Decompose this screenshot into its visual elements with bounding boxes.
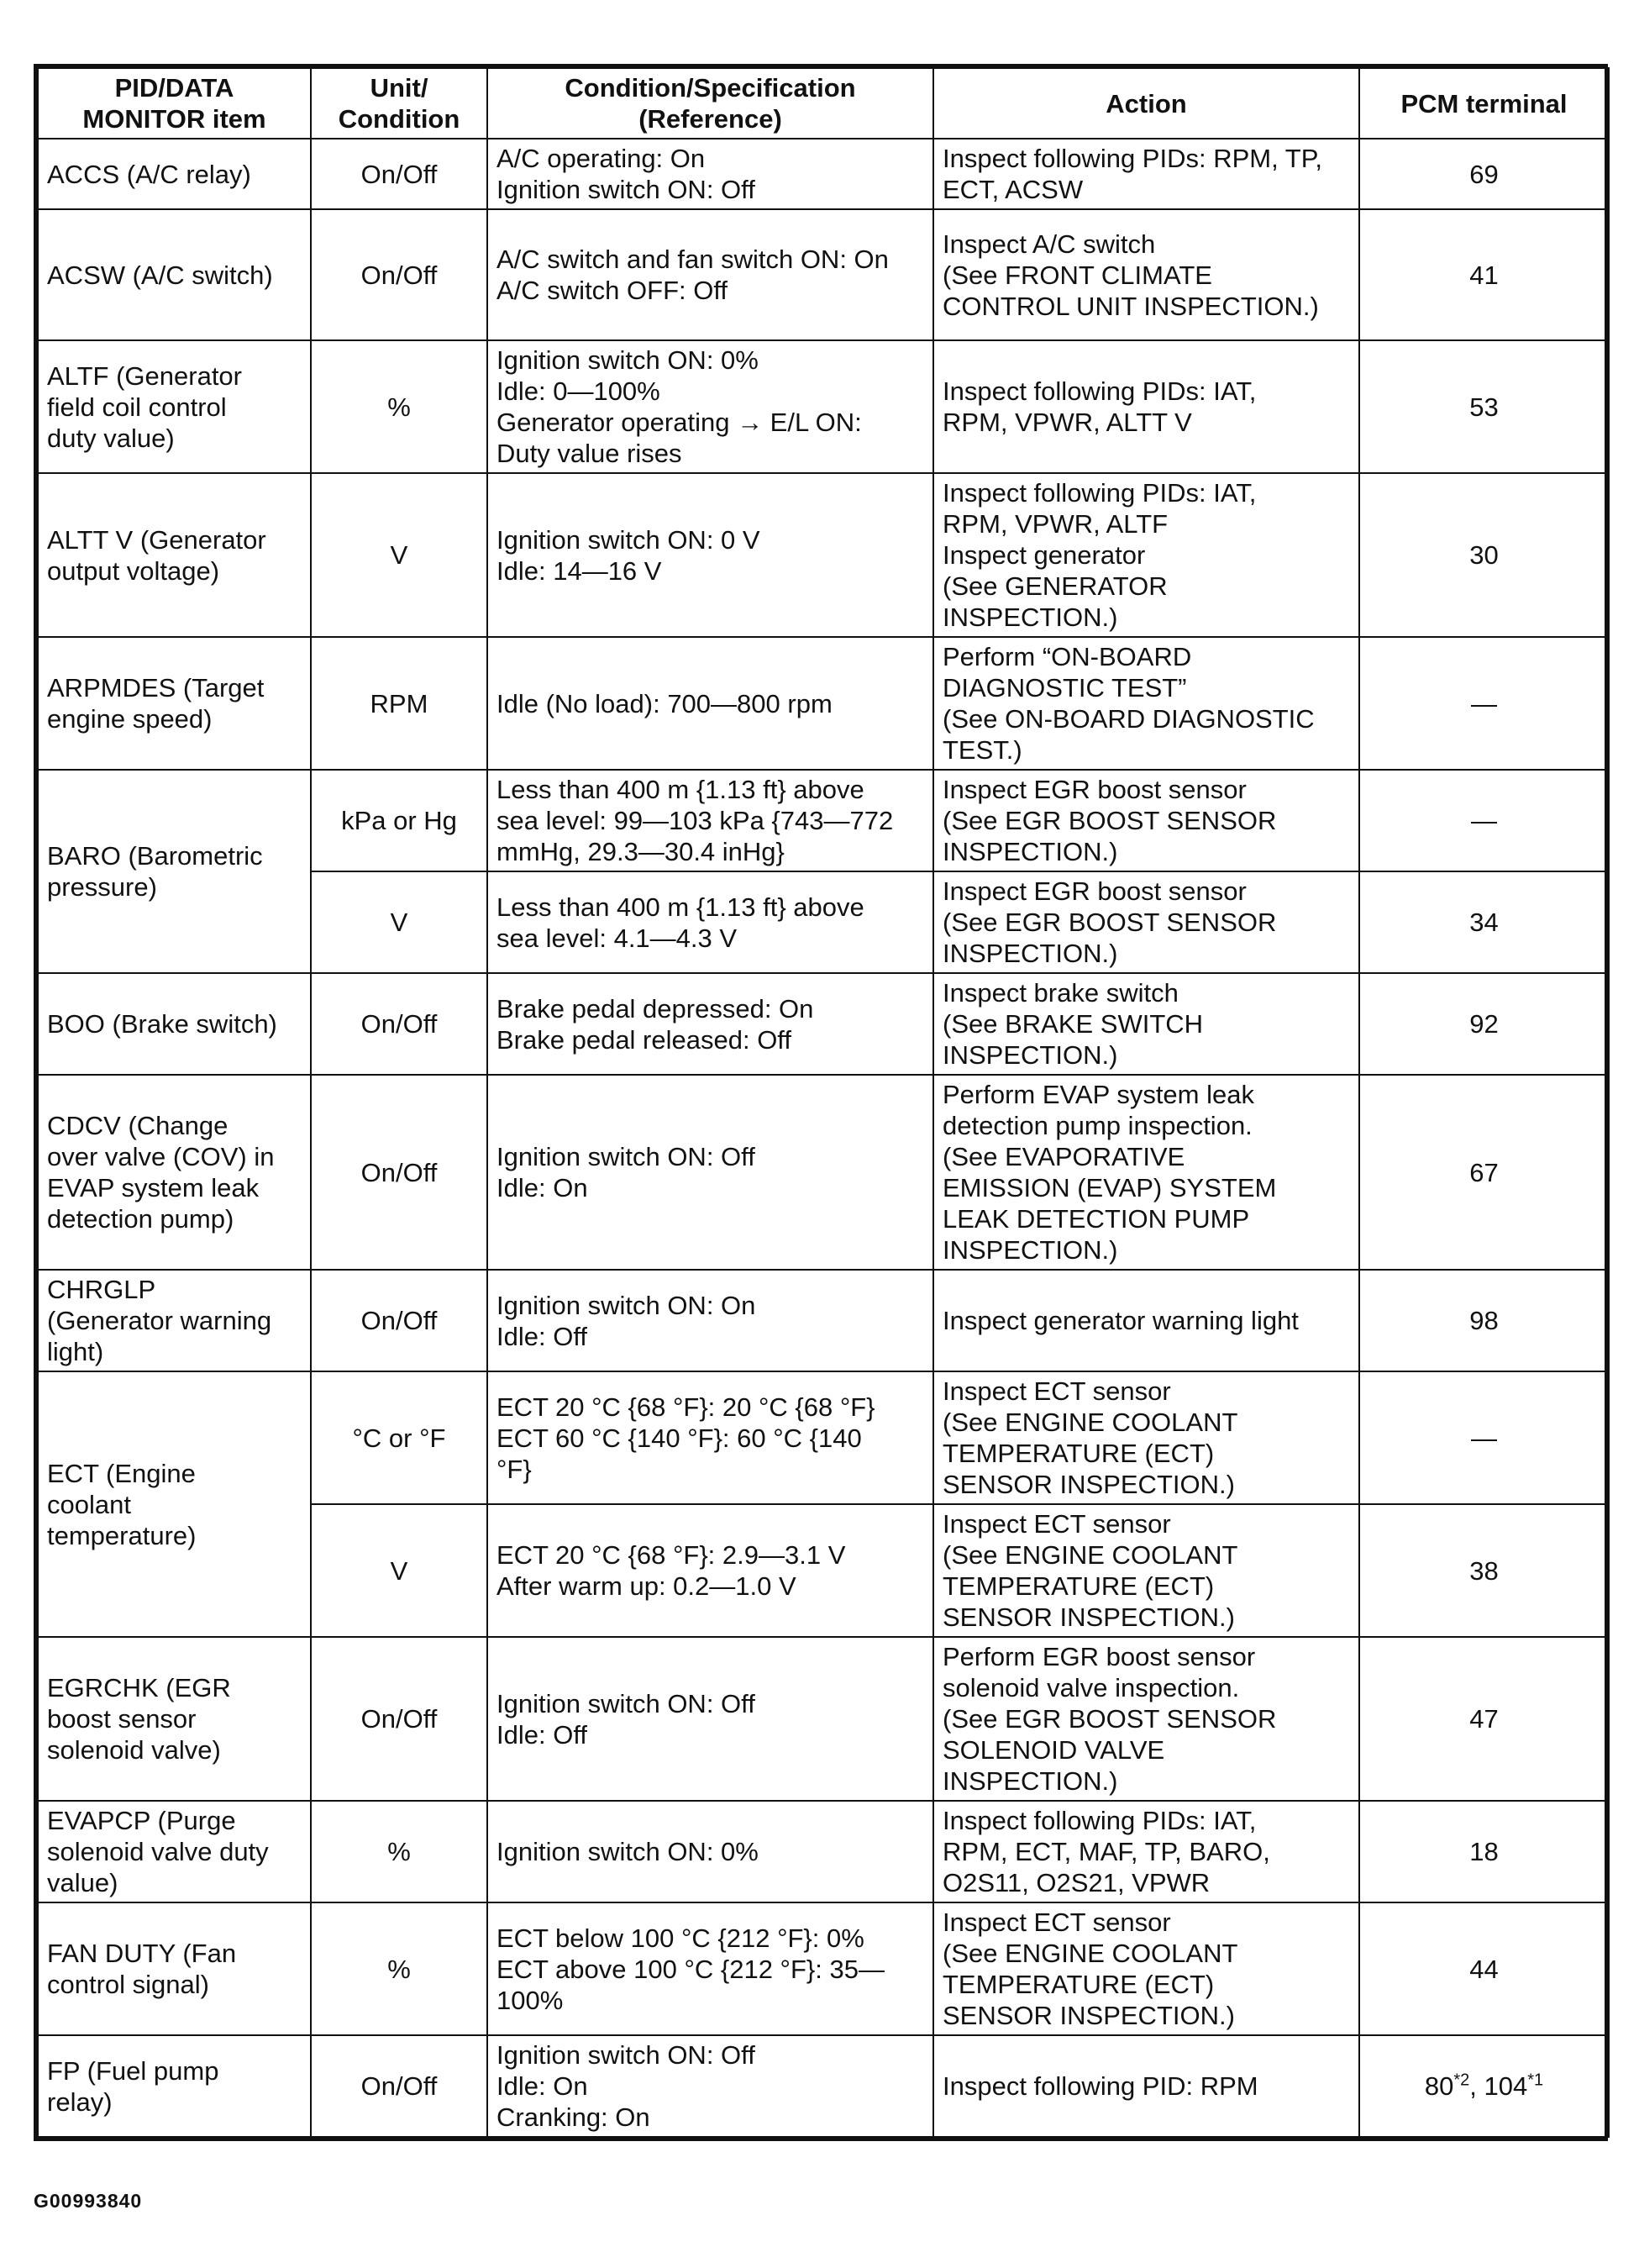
cell-line: RPM, ECT, MAF, TP, BARO, bbox=[943, 1837, 1270, 1866]
cell-line: Inspect following PIDs: IAT, bbox=[943, 1806, 1257, 1835]
cell-condition bbox=[487, 2035, 933, 2137]
cell-line: Brake pedal released: Off bbox=[496, 1024, 791, 1055]
cell-item bbox=[38, 1801, 311, 1902]
cell-line: PID/DATA bbox=[114, 73, 234, 103]
cell-line: Inspect generator warning light bbox=[943, 1306, 1299, 1335]
footnote-marker: *1 bbox=[1527, 2071, 1544, 2090]
cell-line: °C or °F bbox=[352, 1423, 446, 1453]
pid-data-monitor-table bbox=[34, 64, 1608, 2141]
cell-line: (See EGR BOOST SENSOR bbox=[943, 908, 1277, 937]
cell-line: ECT 20 °C {68 °F}: 20 °C {68 °F} bbox=[496, 1392, 875, 1422]
cell-condition bbox=[487, 973, 933, 1075]
cell-action bbox=[933, 1075, 1359, 1270]
table-row bbox=[38, 139, 1609, 209]
cell-line: Inspect EGR boost sensor bbox=[943, 775, 1247, 804]
cell-line: On/Off bbox=[360, 2071, 438, 2101]
header-unit bbox=[311, 68, 487, 139]
cell-pcm-terminal bbox=[1359, 1801, 1609, 1902]
cell-line: % bbox=[387, 1954, 411, 1984]
cell-line: Idle: Off bbox=[496, 1719, 587, 1750]
table-row bbox=[38, 1637, 1609, 1801]
cell-item bbox=[38, 139, 311, 209]
cell-line: sea level: 4.1—4.3 V bbox=[496, 923, 738, 953]
cell-item bbox=[38, 1270, 311, 1371]
cell-action bbox=[933, 209, 1359, 340]
cell-line: Ignition switch ON: On bbox=[496, 1290, 756, 1320]
cell-pcm-terminal bbox=[1359, 340, 1609, 473]
cell-text: 80 bbox=[1424, 2071, 1454, 2101]
cell-line: Perform EVAP system leak bbox=[943, 1080, 1254, 1109]
cell-line: °F} bbox=[496, 1454, 532, 1484]
cell-condition bbox=[487, 1637, 933, 1801]
cell-line: ECT above 100 °C {212 °F}: 35— bbox=[496, 1954, 885, 1984]
cell-line: — bbox=[1471, 688, 1497, 718]
cell-action bbox=[933, 1637, 1359, 1801]
cell-line: (See GENERATOR bbox=[943, 571, 1168, 601]
cell-line: TEMPERATURE (ECT) bbox=[943, 1970, 1215, 1999]
cell-item bbox=[38, 2035, 311, 2137]
header-condition bbox=[487, 68, 933, 139]
cell-line: detection pump inspection. bbox=[943, 1111, 1253, 1140]
cell-line: — bbox=[1471, 806, 1497, 835]
cell-unit bbox=[311, 2035, 487, 2137]
cell-line: 53 bbox=[1469, 392, 1499, 422]
cell-unit bbox=[311, 1504, 487, 1637]
cell-pcm-terminal bbox=[1359, 871, 1609, 973]
cell-line: 69 bbox=[1469, 159, 1499, 189]
cell-pcm-terminal bbox=[1359, 973, 1609, 1075]
cell-line: Ignition switch ON: Off bbox=[496, 2040, 755, 2070]
cell-line: 41 bbox=[1469, 260, 1499, 290]
cell-line: Inspect ECT sensor bbox=[943, 1509, 1171, 1539]
table-row bbox=[38, 1902, 1609, 2035]
cell-line: ECT 60 °C {140 °F}: 60 °C {140 bbox=[496, 1423, 862, 1453]
cell-line: Inspect generator bbox=[943, 540, 1146, 570]
cell-unit bbox=[311, 1902, 487, 2035]
cell-action bbox=[933, 770, 1359, 871]
cell-pcm-terminal bbox=[1359, 473, 1609, 637]
cell-item bbox=[38, 1902, 311, 2035]
cell-line: After warm up: 0.2—1.0 V bbox=[496, 1571, 796, 1601]
table-row bbox=[38, 473, 1609, 637]
cell-line: (See ENGINE COOLANT bbox=[943, 1939, 1238, 1968]
cell-item bbox=[38, 973, 311, 1075]
cell-line: On/Off bbox=[360, 1704, 438, 1734]
cell-action bbox=[933, 473, 1359, 637]
cell-line: Inspect EGR boost sensor bbox=[943, 876, 1247, 906]
cell-pcm-terminal bbox=[1359, 209, 1609, 340]
cell-line: Inspect ECT sensor bbox=[943, 1908, 1171, 1937]
cell-condition bbox=[487, 139, 933, 209]
cell-line: ALTF (Generator bbox=[47, 360, 243, 391]
cell-text: , 104 bbox=[1469, 2071, 1528, 2101]
cell-line: SENSOR INSPECTION.) bbox=[943, 1602, 1235, 1632]
header-row bbox=[38, 68, 1609, 139]
cell-condition bbox=[487, 1902, 933, 2035]
cell-line: solenoid valve inspection. bbox=[943, 1673, 1240, 1702]
cell-line: CHRGLP bbox=[47, 1275, 156, 1304]
cell-line: Less than 400 m {1.13 ft} above bbox=[496, 775, 864, 804]
cell-line: A/C switch OFF: Off bbox=[496, 276, 728, 305]
table-row bbox=[38, 1270, 1609, 1371]
cell-condition bbox=[487, 340, 933, 473]
cell-action bbox=[933, 1801, 1359, 1902]
cell-line: A/C operating: On bbox=[496, 144, 706, 173]
cell-line: INSPECTION.) bbox=[943, 1235, 1118, 1265]
cell-unit bbox=[311, 139, 487, 209]
cell-unit bbox=[311, 1270, 487, 1371]
cell-line: coolant bbox=[47, 1489, 131, 1519]
cell-line: V bbox=[390, 1555, 408, 1586]
cell-line: PCM terminal bbox=[1400, 88, 1568, 118]
cell-line: Ignition switch ON: 0 V bbox=[496, 524, 760, 555]
cell-line: INSPECTION.) bbox=[943, 1766, 1118, 1796]
cell-unit bbox=[311, 637, 487, 770]
cell-line: Duty value rises bbox=[496, 439, 682, 468]
cell-condition bbox=[487, 1075, 933, 1270]
cell-condition bbox=[487, 1371, 933, 1504]
cell-line: 30 bbox=[1469, 540, 1499, 570]
cell-unit bbox=[311, 1801, 487, 1902]
cell-pcm-terminal bbox=[1359, 2035, 1609, 2137]
cell-line: control signal) bbox=[47, 1970, 209, 1999]
cell-item bbox=[38, 1075, 311, 1270]
cell-line: 34 bbox=[1469, 908, 1499, 937]
cell-item bbox=[38, 770, 311, 973]
cell-line: (See FRONT CLIMATE bbox=[943, 260, 1212, 290]
cell-line: V bbox=[390, 908, 408, 937]
cell-line: EVAP system leak bbox=[47, 1173, 260, 1202]
cell-line: ECT 20 °C {68 °F}: 2.9—3.1 V bbox=[496, 1540, 846, 1570]
header-item bbox=[38, 68, 311, 139]
cell-condition bbox=[487, 1801, 933, 1902]
cell-line: value) bbox=[47, 1868, 118, 1897]
cell-line: (See ON-BOARD DIAGNOSTIC bbox=[943, 704, 1315, 734]
cell-line: FP (Fuel pump bbox=[47, 2055, 219, 2086]
cell-line: Inspect following PIDs: IAT, bbox=[943, 478, 1257, 508]
cell-pcm-terminal bbox=[1359, 770, 1609, 871]
table-row bbox=[38, 1371, 1609, 1504]
cell-line: 98 bbox=[1469, 1306, 1499, 1335]
table-row bbox=[38, 973, 1609, 1075]
cell-line: temperature) bbox=[47, 1520, 197, 1550]
cell-line: sea level: 99—103 kPa {743—772 bbox=[496, 806, 894, 835]
cell-line: Idle: On bbox=[496, 2071, 588, 2101]
cell-unit bbox=[311, 1637, 487, 1801]
cell-line: Inspect ECT sensor bbox=[943, 1376, 1171, 1406]
cell-line: TEST.) bbox=[943, 735, 1022, 765]
cell-line: engine speed) bbox=[47, 704, 213, 734]
cell-line: CONTROL UNIT INSPECTION.) bbox=[943, 291, 1319, 321]
cell-line: — bbox=[1471, 1423, 1497, 1453]
cell-line: EGRCHK (EGR bbox=[47, 1673, 231, 1702]
cell-unit bbox=[311, 1075, 487, 1270]
cell-line: 92 bbox=[1469, 1009, 1499, 1039]
cell-line: output voltage) bbox=[47, 555, 220, 586]
cell-line: 38 bbox=[1469, 1555, 1499, 1586]
cell-line: On/Off bbox=[360, 260, 438, 290]
cell-line: over valve (COV) in bbox=[47, 1142, 275, 1171]
cell-line: boost sensor bbox=[47, 1704, 197, 1734]
cell-line: (See EGR BOOST SENSOR bbox=[943, 806, 1277, 835]
cell-condition bbox=[487, 209, 933, 340]
cell-line: ECT (Engine bbox=[47, 1458, 196, 1488]
cell-line: On/Off bbox=[360, 1157, 438, 1187]
cell-line: SENSOR INSPECTION.) bbox=[943, 2001, 1235, 2030]
cell-line: Ignition switch ON: Off bbox=[496, 175, 755, 204]
cell-line: Idle: 14—16 V bbox=[496, 555, 662, 586]
cell-line: INSPECTION.) bbox=[943, 939, 1118, 968]
pid-table bbox=[37, 67, 1610, 2138]
cell-line: On/Off bbox=[360, 1009, 438, 1039]
cell-item bbox=[38, 209, 311, 340]
cell-line: Unit/ bbox=[370, 73, 428, 103]
cell-line: (Generator warning bbox=[47, 1306, 272, 1335]
cell-line: RPM, VPWR, ALTT V bbox=[943, 408, 1192, 437]
cell-unit bbox=[311, 871, 487, 973]
cell-action bbox=[933, 1371, 1359, 1504]
cell-line: Action bbox=[1106, 88, 1187, 118]
cell-unit bbox=[311, 340, 487, 473]
cell-line: Ignition switch ON: 0% bbox=[496, 1837, 759, 1866]
cell-line: EMISSION (EVAP) SYSTEM bbox=[943, 1173, 1277, 1202]
cell-line: Cranking: On bbox=[496, 2102, 650, 2132]
cell-line: On/Off bbox=[360, 1306, 438, 1335]
cell-line: FAN DUTY (Fan bbox=[47, 1939, 237, 1968]
cell-line: Inspect A/C switch bbox=[943, 229, 1156, 259]
cell-line: (See ENGINE COOLANT bbox=[943, 1540, 1238, 1570]
cell-line: DIAGNOSTIC TEST” bbox=[943, 673, 1187, 703]
table-row bbox=[38, 209, 1609, 340]
cell-line: Ignition switch ON: Off bbox=[496, 1688, 755, 1718]
cell-line: Inspect brake switch bbox=[943, 978, 1179, 1008]
cell-line: INSPECTION.) bbox=[943, 603, 1118, 632]
cell-line: kPa or Hg bbox=[341, 806, 457, 835]
cell-line: On/Off bbox=[360, 159, 438, 189]
cell-line: SENSOR INSPECTION.) bbox=[943, 1470, 1235, 1499]
cell-line: A/C switch and fan switch ON: On bbox=[496, 245, 889, 274]
cell-line: mmHg, 29.3—30.4 inHg} bbox=[496, 837, 785, 866]
cell-line: ECT below 100 °C {212 °F}: 0% bbox=[496, 1923, 864, 1953]
cell-line: Perform “ON-BOARD bbox=[943, 642, 1192, 671]
cell-line: SOLENOID VALVE bbox=[943, 1735, 1165, 1765]
cell-line: field coil control bbox=[47, 392, 227, 422]
cell-line: INSPECTION.) bbox=[943, 1040, 1118, 1070]
cell-pcm-terminal bbox=[1359, 139, 1609, 209]
cell-condition bbox=[487, 1504, 933, 1637]
cell-line: 100% bbox=[496, 1985, 564, 2015]
cell-pcm-terminal bbox=[1359, 1371, 1609, 1504]
cell-line: % bbox=[387, 392, 411, 422]
cell-line: Condition bbox=[338, 104, 460, 134]
cell-line: (See BRAKE SWITCH bbox=[943, 1009, 1204, 1039]
cell-item bbox=[38, 473, 311, 637]
cell-line: 18 bbox=[1469, 1837, 1499, 1866]
cell-line: ALTT V (Generator bbox=[47, 524, 266, 555]
cell-item bbox=[38, 1637, 311, 1801]
cell-line: solenoid valve duty bbox=[47, 1837, 269, 1866]
cell-line: ACCS (A/C relay) bbox=[47, 159, 251, 189]
cell-condition bbox=[487, 637, 933, 770]
table-row bbox=[38, 2035, 1609, 2137]
cell-line: duty value) bbox=[47, 423, 175, 453]
cell-line: INSPECTION.) bbox=[943, 837, 1118, 866]
cell-action bbox=[933, 637, 1359, 770]
cell-condition bbox=[487, 770, 933, 871]
table-row bbox=[38, 1801, 1609, 1902]
cell-line: CDCV (Change bbox=[47, 1111, 229, 1140]
cell-line: Inspect following PID: RPM bbox=[943, 2071, 1258, 2101]
table-row bbox=[38, 770, 1609, 871]
cell-action bbox=[933, 973, 1359, 1075]
figure-id: G00993840 bbox=[34, 2190, 143, 2212]
cell-line: (See EGR BOOST SENSOR bbox=[943, 1704, 1277, 1734]
cell-pcm-terminal bbox=[1359, 1637, 1609, 1801]
cell-line: Idle: 0—100% bbox=[496, 376, 660, 406]
cell-pcm-terminal bbox=[1359, 1902, 1609, 2035]
cell-action bbox=[933, 1504, 1359, 1637]
cell-item bbox=[38, 340, 311, 473]
table-row bbox=[38, 637, 1609, 770]
cell-condition bbox=[487, 473, 933, 637]
header-pcm-terminal bbox=[1359, 68, 1609, 139]
cell-line: pressure) bbox=[47, 872, 157, 902]
cell-line: Ignition switch ON: 0% bbox=[496, 345, 759, 375]
cell-line: detection pump) bbox=[47, 1204, 234, 1234]
cell-unit bbox=[311, 473, 487, 637]
cell-action bbox=[933, 1270, 1359, 1371]
cell-line: 47 bbox=[1469, 1704, 1499, 1734]
cell-line: V bbox=[390, 540, 408, 570]
cell-unit bbox=[311, 209, 487, 340]
cell-pcm-terminal bbox=[1359, 637, 1609, 770]
cell-action bbox=[933, 340, 1359, 473]
cell-condition bbox=[487, 1270, 933, 1371]
cell-line: ECT, ACSW bbox=[943, 175, 1084, 204]
cell-unit bbox=[311, 1371, 487, 1504]
cell-line: Perform EGR boost sensor bbox=[943, 1642, 1256, 1671]
cell-line: Condition/Specification bbox=[565, 73, 856, 103]
cell-item bbox=[38, 1371, 311, 1637]
cell-line: % bbox=[387, 1837, 411, 1866]
table-row bbox=[38, 340, 1609, 473]
cell-line: Inspect following PIDs: IAT, bbox=[943, 376, 1257, 406]
cell-line: Ignition switch ON: Off bbox=[496, 1142, 755, 1171]
cell-line: BARO (Barometric bbox=[47, 841, 263, 871]
table-body bbox=[38, 139, 1609, 2137]
table-row bbox=[38, 1075, 1609, 1270]
cell-line: LEAK DETECTION PUMP bbox=[943, 1204, 1250, 1234]
cell-line: MONITOR item bbox=[82, 104, 266, 134]
cell-line: (See EVAPORATIVE bbox=[943, 1142, 1185, 1171]
cell-line: O2S11, O2S21, VPWR bbox=[943, 1868, 1211, 1897]
cell-pcm-terminal bbox=[1359, 1075, 1609, 1270]
cell-line: TEMPERATURE (ECT) bbox=[943, 1439, 1215, 1468]
cell-line: solenoid valve) bbox=[47, 1735, 221, 1765]
cell-pcm-terminal bbox=[1359, 1270, 1609, 1371]
cell-line: RPM, VPWR, ALTF bbox=[943, 509, 1169, 539]
cell-line: Inspect following PIDs: RPM, TP, bbox=[943, 144, 1322, 173]
cell-line: ACSW (A/C switch) bbox=[47, 260, 273, 290]
cell-line: Idle: Off bbox=[496, 1321, 587, 1351]
cell-line: BOO (Brake switch) bbox=[47, 1009, 277, 1039]
cell-unit bbox=[311, 973, 487, 1075]
footnote-marker: *2 bbox=[1453, 2071, 1470, 2090]
cell-pcm-terminal bbox=[1359, 1504, 1609, 1637]
cell-line: (Reference) bbox=[638, 104, 782, 134]
cell-action bbox=[933, 871, 1359, 973]
cell-action bbox=[933, 139, 1359, 209]
cell-line: Brake pedal depressed: On bbox=[496, 993, 814, 1023]
cell-line: Less than 400 m {1.13 ft} above bbox=[496, 892, 864, 922]
cell-line: TEMPERATURE (ECT) bbox=[943, 1571, 1215, 1601]
cell-line: Idle (No load): 700—800 rpm bbox=[496, 688, 833, 718]
cell-line: RPM bbox=[370, 688, 428, 718]
cell-line: ARPMDES (Target bbox=[47, 673, 265, 703]
cell-unit bbox=[311, 770, 487, 871]
cell-line: EVAPCP (Purge bbox=[47, 1806, 236, 1835]
header-action bbox=[933, 68, 1359, 139]
cell-line: relay) bbox=[47, 2086, 113, 2117]
cell-line: Idle: On bbox=[496, 1173, 588, 1202]
cell-condition bbox=[487, 871, 933, 973]
cell-line: 67 bbox=[1469, 1157, 1499, 1187]
cell-line: Generator operating → E/L ON: bbox=[496, 408, 862, 437]
cell-line: 44 bbox=[1469, 1954, 1499, 1984]
cell-action bbox=[933, 2035, 1359, 2137]
cell-action bbox=[933, 1902, 1359, 2035]
cell-line: (See ENGINE COOLANT bbox=[943, 1408, 1238, 1437]
cell-item bbox=[38, 637, 311, 770]
cell-line: light) bbox=[47, 1337, 104, 1366]
